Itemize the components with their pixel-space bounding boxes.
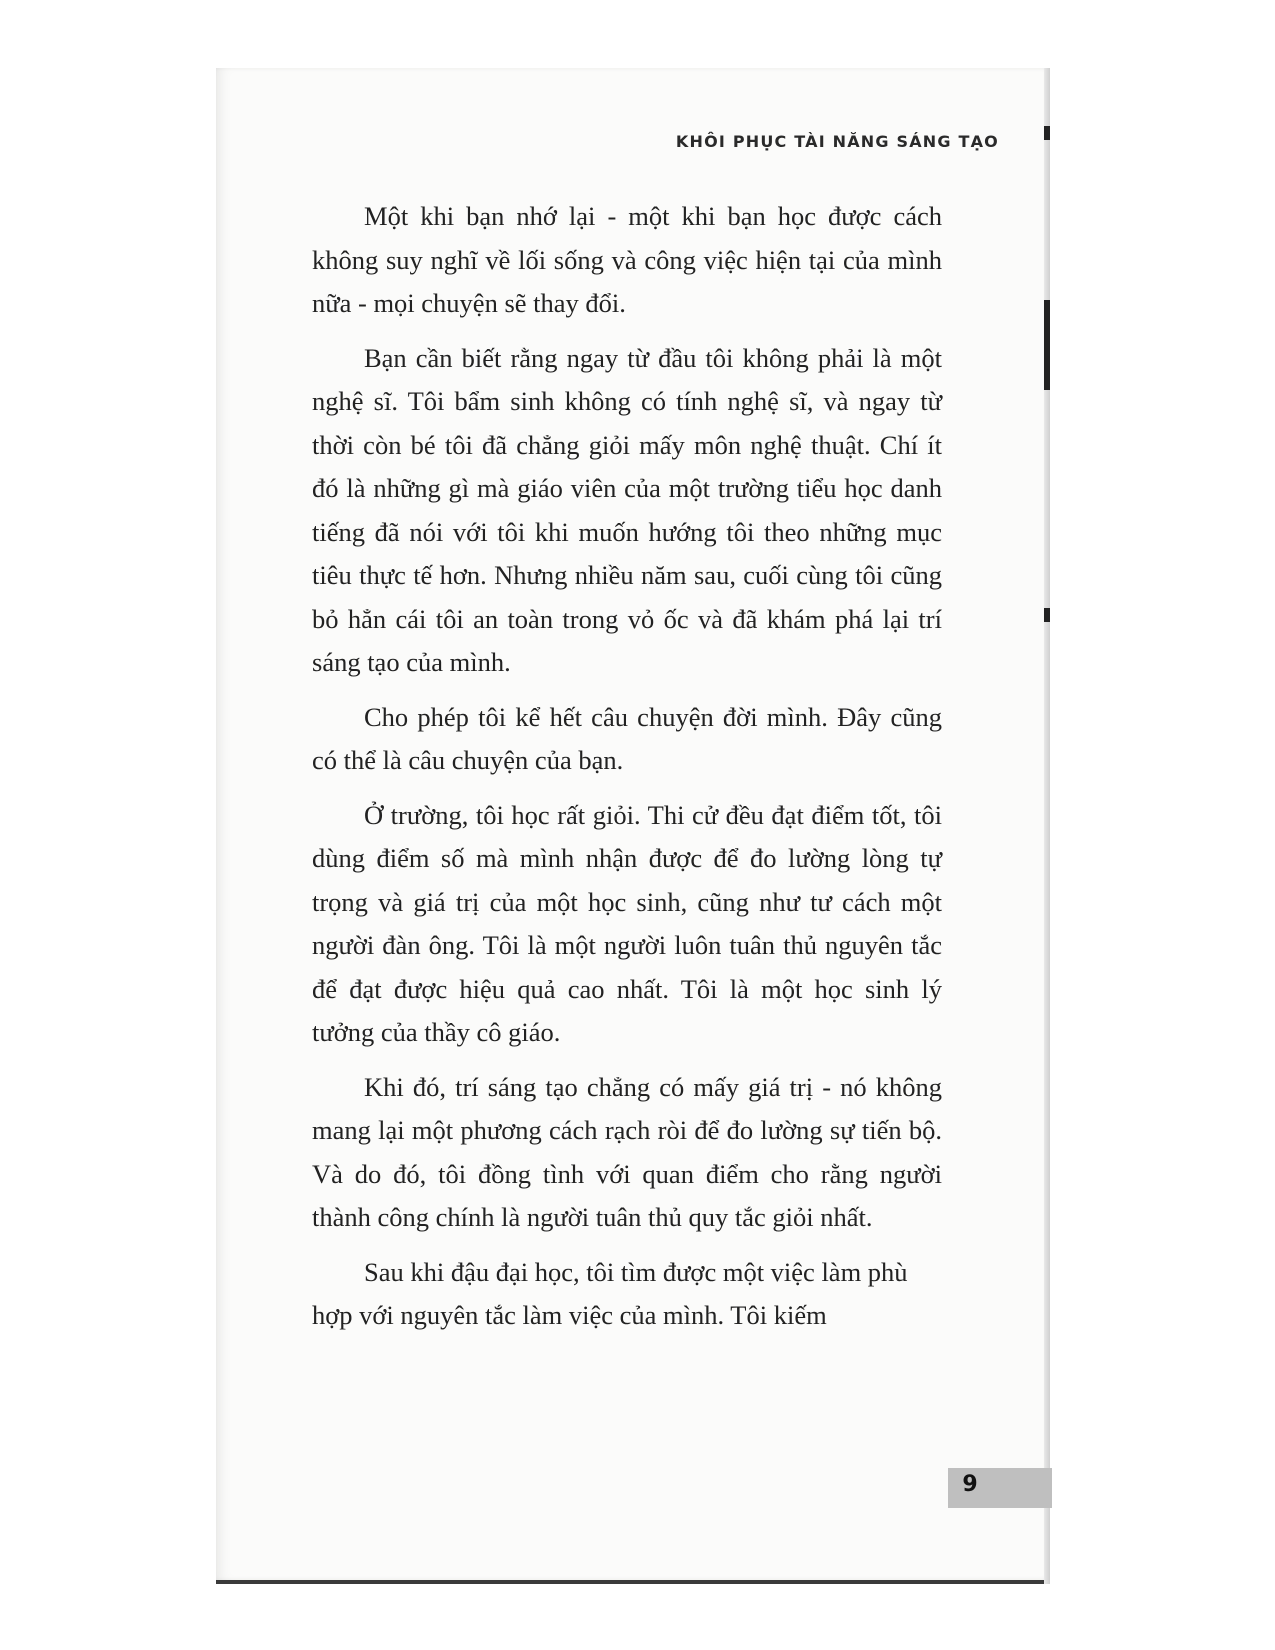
page-number-tab bbox=[948, 1468, 1052, 1508]
paragraph: Ở trường, tôi học rất giỏi. Thi cử đều đạt điểm tốt, tôi dùng điểm số mà mình nhận được để đo lường lòng tự trọng và giá trị của một học sinh, cũng như tư cách một người đàn ông. Tôi là một người luôn tuân thủ nguyên tắc để đạt được hiệu quả cao nhất. Tôi là một học sinh lý tưởng của thầy cô giáo. bbox=[312, 799, 942, 1047]
edge-mark bbox=[1044, 126, 1050, 140]
page-number: 9 bbox=[962, 1472, 978, 1497]
paragraph: Bạn cần biết rằng ngay từ đầu tôi không phải là một nghệ sĩ. Tôi bẩm sinh không có tính nghệ sĩ, và ngay từ thời còn bé tôi đã chẳng giỏi mấy môn nghệ thuật. Chí ít đó là những gì mà giáo viên của một trường tiểu học danh tiếng đã nói với tôi khi muốn hướng tôi theo những mục tiêu thực tế hơn. Nhưng nhiều năm sau, cuối cùng tôi cũng bỏ hẳn cái tôi an toàn trong vỏ ốc và đã khám phá lại trí sáng tạo của mình. bbox=[312, 342, 942, 677]
paragraph: Sau khi đậu đại học, tôi tìm được một việc làm phù hợp với nguyên tắc làm việc của mình. Tôi kiếm bbox=[312, 1256, 908, 1330]
running-head: KHÔI PHỤC TÀI NĂNG SÁNG TẠO bbox=[675, 132, 999, 151]
page-edge bbox=[1044, 68, 1050, 1584]
body-text bbox=[312, 195, 942, 1349]
edge-mark bbox=[1044, 300, 1050, 390]
paragraph: Một khi bạn nhớ lại - một khi bạn học được cách không suy nghĩ về lối sống và công việc hiện tại của mình nữa - mọi chuyện sẽ thay đổi. bbox=[312, 201, 942, 318]
paragraph: Cho phép tôi kể hết câu chuyện đời mình. Đây cũng có thể là câu chuyện của bạn. bbox=[312, 701, 942, 775]
paragraph: Khi đó, trí sáng tạo chẳng có mấy giá trị - nó không mang lại một phương cách rạch ròi để đo lường sự tiến bộ. Và do đó, tôi đồng tình với quan điểm cho rằng người thành công chính là người tuân thủ quy tắc giỏi nhất. bbox=[312, 1071, 942, 1232]
edge-mark bbox=[1044, 608, 1050, 622]
